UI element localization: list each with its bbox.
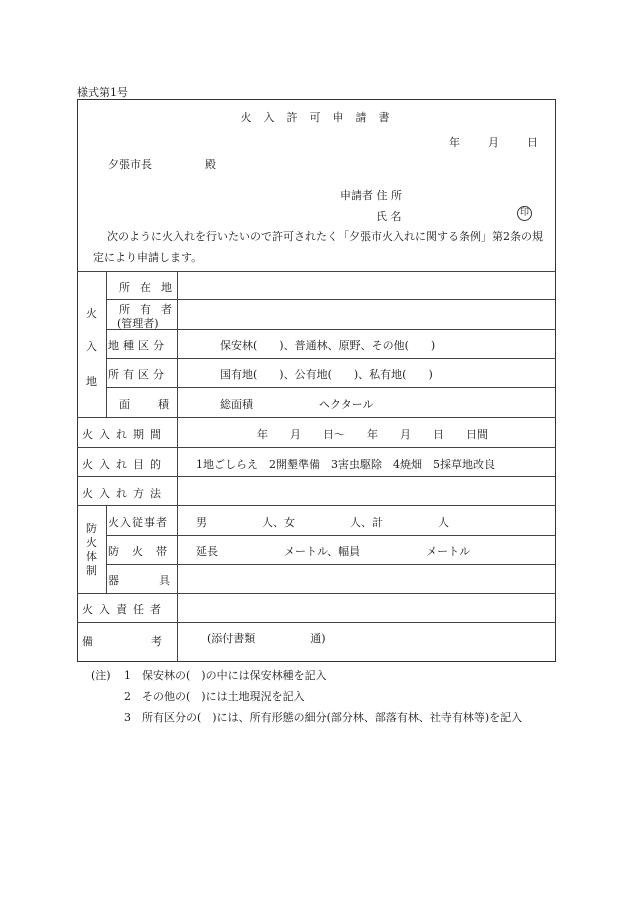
rule (77, 622, 556, 623)
label-owner-sub: (管理者) (117, 317, 159, 330)
label-owner: 所有者 (119, 303, 182, 316)
rule (106, 358, 556, 359)
form-title: 火入許可申請書 (240, 111, 402, 124)
label-remarks: 備考 (82, 635, 220, 648)
label-area: 面積 (119, 398, 197, 411)
label-responsible: 火入責任者 (82, 603, 167, 616)
label-location: 所在地 (119, 281, 182, 294)
value-area: 総面積 ヘクタール (220, 398, 374, 411)
date-day: 日 (527, 136, 538, 149)
date-line (449, 134, 538, 150)
value-workers: 男 人、女 人、計 人 (196, 516, 449, 529)
rule (77, 417, 556, 418)
value-firebreak: 延長 メートル、幅員 メートル (196, 545, 471, 558)
site-group-char: 入 (86, 340, 97, 353)
rule (77, 476, 556, 477)
value-remarks: (添付書類 通) (207, 632, 326, 645)
applicant-address-label: 申請者 住 所 (340, 189, 402, 202)
rule-vertical (106, 505, 107, 593)
value-purpose: 1地ごしらえ 2開墾準備 3害虫駆除 4焼畑 5採草地改良 (196, 458, 495, 471)
site-group-char: 火 (86, 307, 97, 320)
rule (77, 505, 556, 506)
value-period: 年 月 日〜 年 月 日 日間 (257, 428, 488, 441)
label-period: 火入れ期間 (82, 428, 167, 441)
fire-group-char: 防 (86, 522, 97, 535)
label-workers: 火入従事者 (108, 516, 168, 529)
rule (106, 564, 556, 565)
value-land-type: 保安林( )、普通林、原野、その他( ) (220, 339, 436, 352)
date-month: 月 (488, 136, 499, 149)
rule (106, 299, 556, 300)
site-group-char: 地 (86, 375, 97, 388)
rule (77, 447, 556, 448)
applicant-name-label: 氏 名 (376, 210, 402, 223)
rule (106, 535, 556, 536)
honorific: 殿 (205, 158, 216, 171)
label-equipment: 器具 (108, 574, 210, 587)
note-item: 1 保安林の( )の中には保安林種を記入 (124, 669, 327, 682)
label-purpose: 火入れ目的 (82, 458, 167, 471)
rule-vertical (106, 271, 107, 417)
application-statement: 次のように火入れを行いたいので許可されたく「夕張市火入れに関する条例」第2条の規定により申請します。 (93, 230, 543, 264)
fire-group-char: 制 (86, 564, 97, 577)
label-land-type: 地種区分 (108, 339, 168, 352)
label-ownership-type: 所有区分 (108, 368, 168, 381)
label-firebreak: 防火帯 (108, 545, 180, 558)
label-method: 火入れ方法 (82, 487, 167, 500)
seal-icon: 印 (517, 206, 532, 221)
rule (77, 593, 556, 594)
rule-vertical (177, 271, 178, 662)
addressee: 夕張市長 (108, 158, 152, 171)
value-ownership-type: 国有地( )、公有地( )、私有地( ) (220, 368, 433, 381)
fire-group-char: 体 (86, 550, 97, 563)
note-item: 2 その他の( )には土地現況を記入 (124, 690, 305, 703)
date-year: 年 (449, 136, 460, 149)
fire-group-char: 火 (86, 536, 97, 549)
form-number: 様式第1号 (77, 86, 128, 99)
rule (106, 329, 556, 330)
note-item: 3 所有区分の( )には、所有形態の細分(部分林、部落有林、社寺有林等)を記入 (124, 711, 523, 724)
rule-top-table (77, 271, 556, 272)
notes-prefix: (注) (91, 669, 111, 682)
rule (106, 387, 556, 388)
